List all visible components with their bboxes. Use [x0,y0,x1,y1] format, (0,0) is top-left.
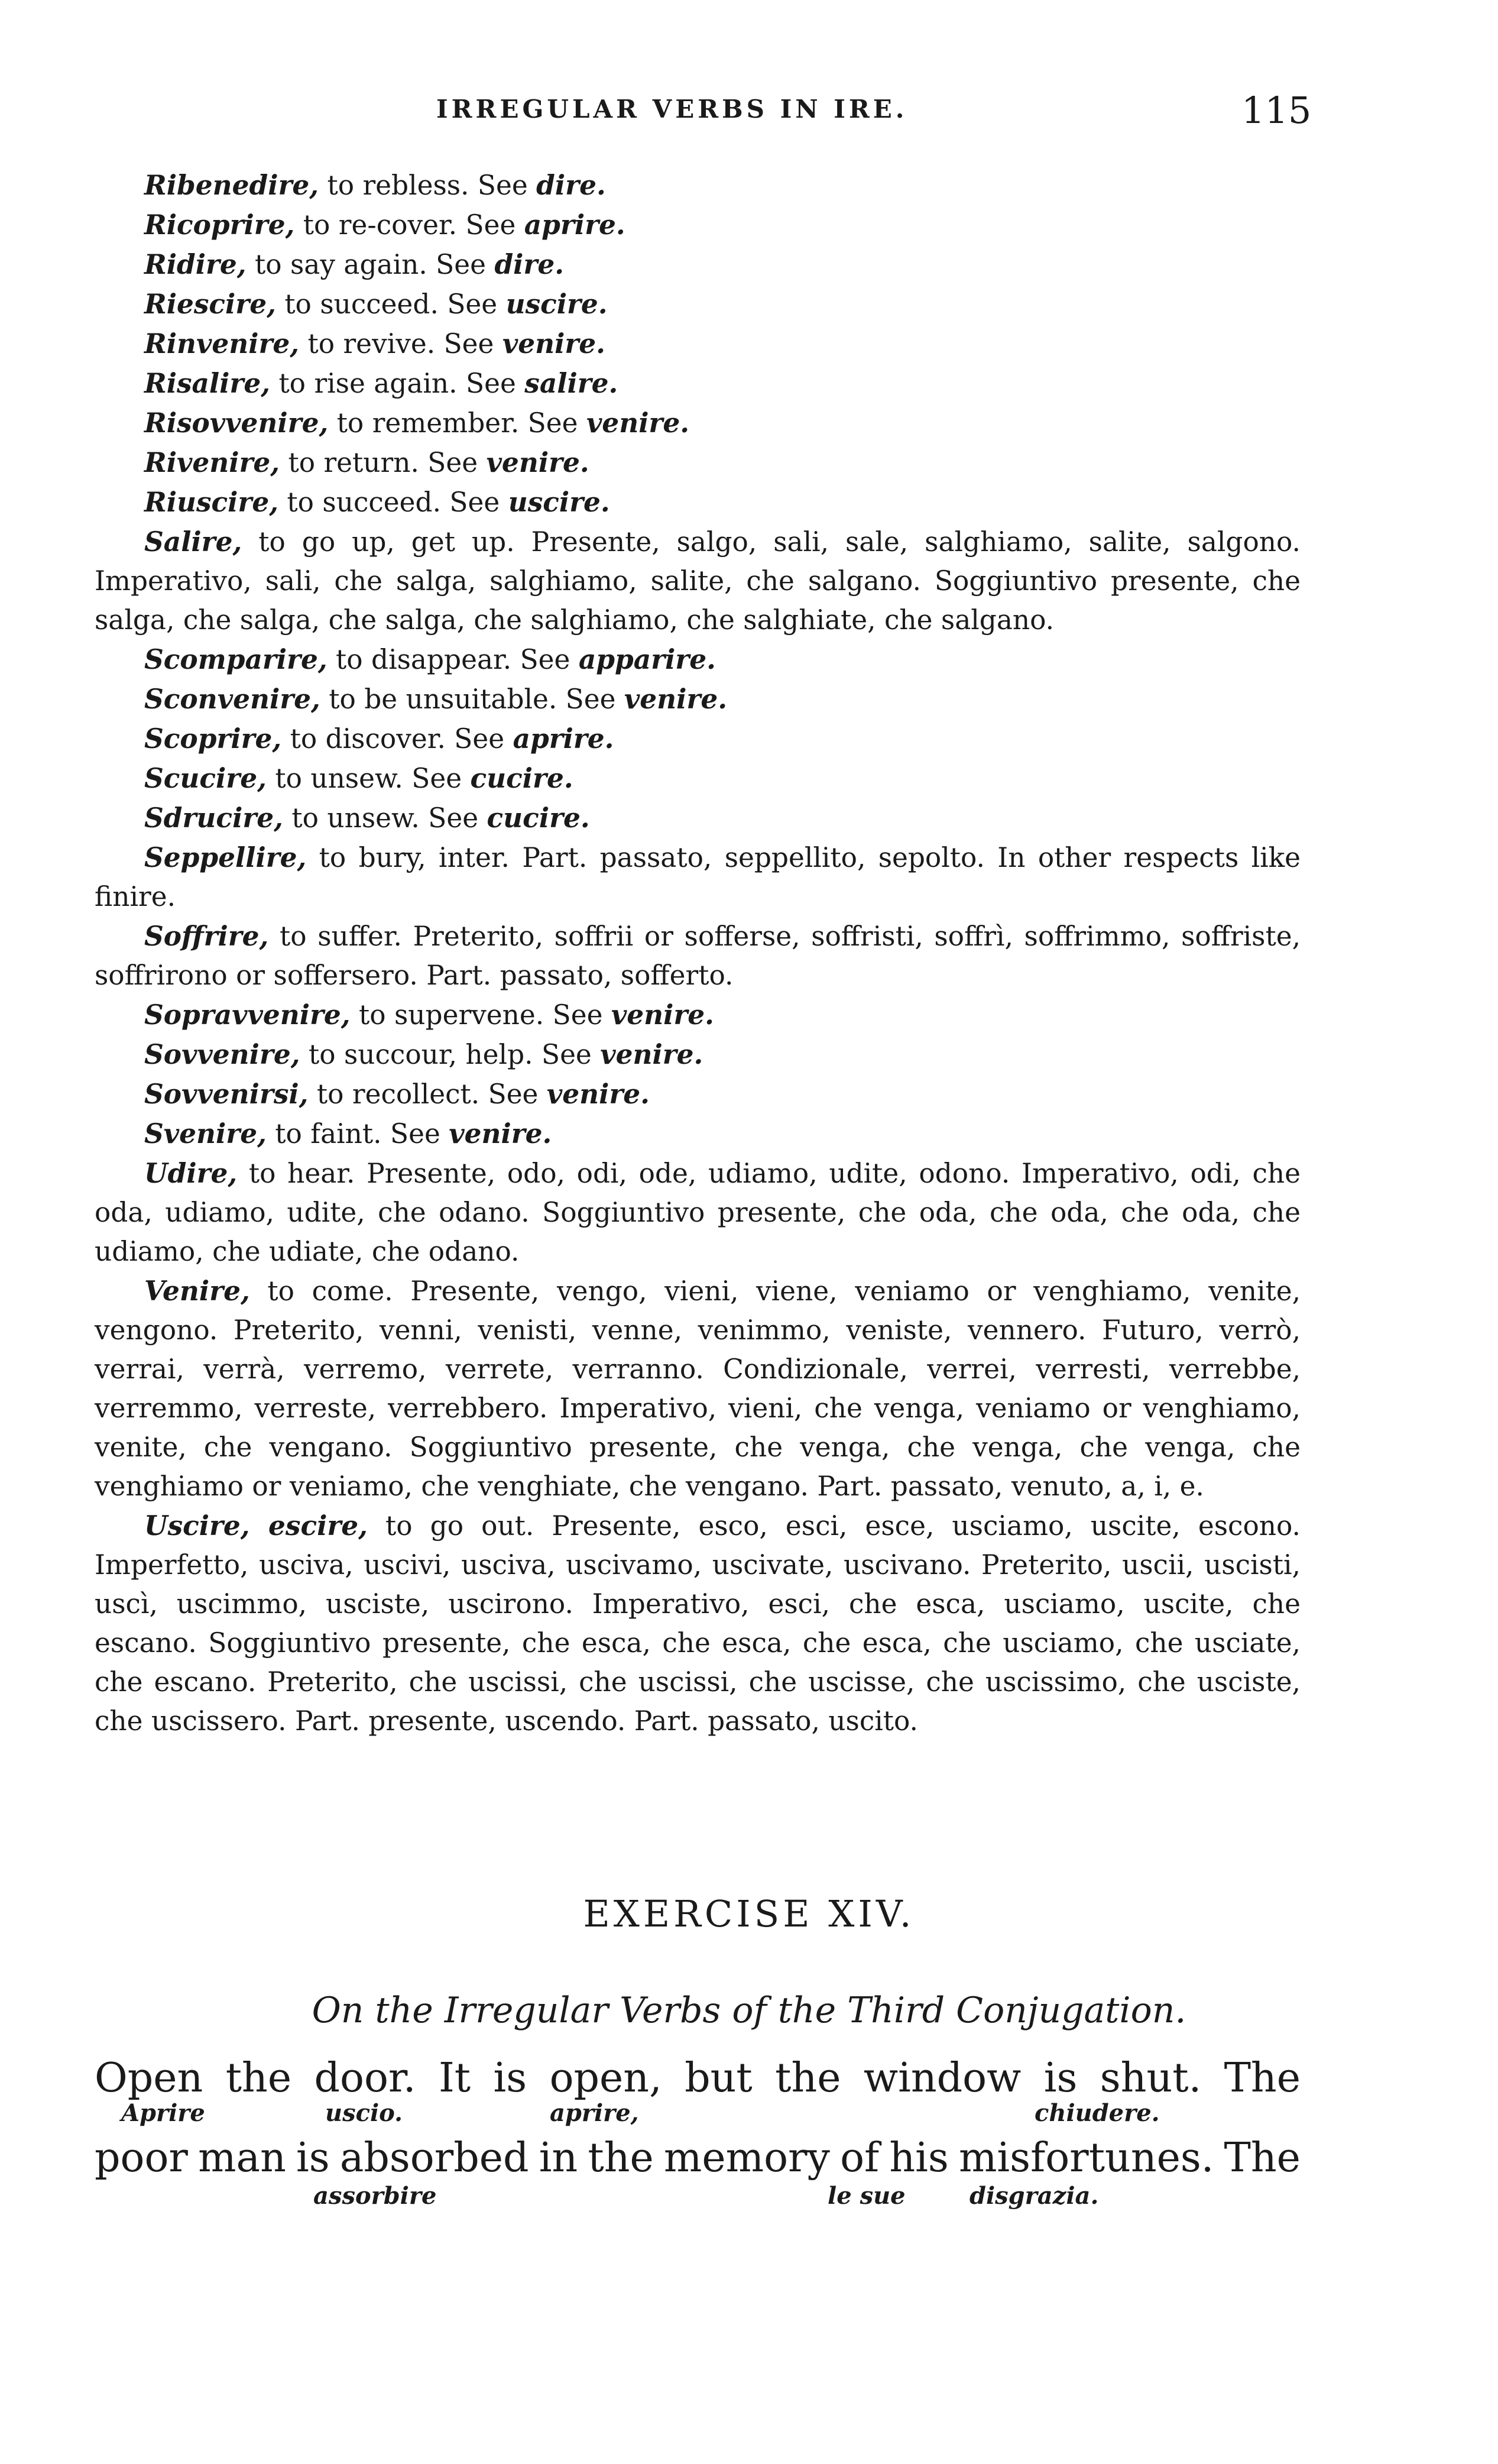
gloss-aprire-2: aprire, [550,2099,639,2127]
entry-verb: Sovvenirsi, [144,1078,309,1110]
gloss-le-sue: le sue [828,2182,906,2210]
entry-scomparire [95,640,1301,679]
entry-text: to revive. See [299,328,502,360]
entry-reference: uscire. [505,288,608,320]
entry-risalire [95,364,1301,403]
entry-reference: dire. [494,248,565,280]
entry-reference: aprire. [513,723,614,755]
entry-verb: Seppellire, [144,841,307,873]
entry-text: to be unsuitable. See [320,684,624,715]
page-header [0,89,1498,142]
entry-conjugation: Presente, vengo, vieni, viene, veniamo or venghiamo, venite, vengono. Preterito, venni, venisti, venne, venimmo, veniste, vennero. Futuro, verrò, verrai, verrà, verremo, verrete, verranno. Condizionale, verrei, verresti, verrebbe, verremmo, verreste, verrebbero. Imperativo, vieni, che venga, veniamo or venghiamo, venite, che vengano. Soggiuntivo presente, che venga, che venga, che venga, che venghiamo or veniamo, che venghiate, che vengano. Part. passato, venuto, a, i, e. [95,1275,1301,1502]
exercise-title: EXERCISE XIV. [583,1892,915,1935]
entry-text: to hear. [237,1158,367,1189]
entry-text: to rebless. See [319,170,537,201]
entry-verb: Salire, [144,526,242,558]
entry-reference: venire. [546,1078,650,1110]
entry-text: to supervene. See [350,999,611,1031]
exercise-subtitle: On the Irregular Verbs of the Third Conjugation. [312,1990,1186,2031]
entry-rivenire [95,443,1301,483]
entry-seppellire [95,838,1301,917]
entry-sopravvenire [95,995,1301,1035]
entry-svenire [95,1114,1301,1154]
entry-text: to succeed. See [275,289,506,320]
entry-sovvenirsi [95,1074,1301,1114]
word: in [539,2135,578,2181]
entry-verb: Sopravvenire, [144,999,351,1031]
entry-text: to remember. See [328,407,586,439]
word: door. [314,2055,416,2102]
entry-verb: Uscire, escire, [144,1510,368,1542]
entry-reference: venire. [624,683,728,715]
entry-verb: Ricoprire, [144,209,295,241]
entry-conjugation: Presente, salgo, sali, sale, salghiamo, salite, salgono. Imperativo, sali, che salga, salghiamo, salite, che salgano. Soggiuntivo presente, che salga, che salga, che salga, che salghiamo, che salghiate, che salgano. [95,526,1301,636]
entry-reference: aprire. [524,209,625,241]
word: his [889,2135,949,2181]
entry-conjugation: Part. passato, seppellito, sepolto. In other respects like finire. [95,842,1301,912]
word: the [588,2135,654,2181]
gloss-assorbire: assorbire [313,2182,437,2210]
entry-text: to unsew. See [283,802,487,834]
gloss-disgrazia: disgrazia. [970,2182,1099,2210]
translation-line-1 [95,2055,1301,2102]
entry-text: to disappear. See [327,644,579,675]
word: memory [663,2135,830,2181]
entry-verb: Sovvenire, [144,1038,300,1070]
word: the [775,2055,841,2102]
entry-reference: venire. [502,328,605,360]
gloss-aprire: Aprire [121,2099,205,2127]
word: is [493,2055,527,2102]
entry-verb: Scucire, [144,762,267,794]
verb-list [95,166,1301,1741]
entry-text: to come. [249,1275,411,1307]
entry-verb: Ribenedire, [144,169,319,201]
gloss-uscio: uscio. [325,2099,403,2127]
entry-rinvenire [95,324,1301,364]
entry-text: to bury, inter. [306,842,523,873]
entry-conjugation: Preterito, soffrii or sofferse, soffristi, soffrì, soffrimmo, soffriste, soffrirono or soffersero. Part. passato, sofferto. [95,921,1301,991]
entry-verb: Riuscire, [144,486,278,518]
entry-text: to re-cover. See [294,209,524,241]
word: window [863,2055,1022,2102]
entry-reference: venire. [611,999,714,1031]
entry-text: to unsew. See [266,763,471,794]
entry-verb: Rinvenire, [144,328,300,360]
gloss-chiudere: chiudere. [1035,2099,1160,2127]
entry-text: to succeed. See [278,487,508,518]
entry-reference: venire. [586,407,690,439]
running-title: IRREGULAR VERBS IN IRE. [436,95,908,124]
word: man [198,2135,286,2181]
entry-reference: venire. [486,446,589,478]
word: The [1224,2055,1301,2102]
entry-ribenedire [95,166,1301,205]
entry-text: to discover. See [281,723,513,755]
entry-reference: dire. [536,169,606,201]
translation-line-2 [95,2135,1301,2181]
entry-verb: Soffrire, [144,920,269,952]
word: is [296,2135,330,2181]
entry-verb: Svenire, [144,1118,267,1150]
entry-scoprire [95,719,1301,759]
entry-verb: Ridire, [144,248,247,280]
word: shut. [1100,2055,1202,2102]
word: open, [549,2055,662,2102]
entry-text: to rise again. See [270,368,525,399]
word: the [225,2055,292,2102]
entry-udire [95,1154,1301,1271]
entry-text: to go up, get up. [242,526,531,558]
entry-sdrucire [95,798,1301,838]
entry-text: to suffer. [268,921,413,952]
word: misfortunes. [958,2135,1214,2181]
entry-verb: Scomparire, [144,643,328,675]
entry-reference: venire. [449,1118,552,1150]
entry-text: to go out. [367,1510,552,1542]
word: The [1224,2135,1301,2181]
entry-verb: Venire, [144,1275,250,1307]
entry-verb: Scoprire, [144,723,282,755]
word: It [438,2055,471,2102]
word: poor [95,2135,188,2181]
entry-verb: Udire, [144,1157,238,1189]
entry-text: to say again. See [246,249,495,280]
entry-riescire [95,284,1301,324]
entry-reference: salire. [524,367,618,399]
entry-verb: Rivenire, [144,446,280,478]
entry-sconvenire [95,679,1301,719]
word: but [685,2055,753,2102]
entry-scucire [95,759,1301,798]
entry-ricoprire [95,205,1301,245]
entry-reference: cucire. [487,802,590,834]
entry-reference: uscire. [508,486,610,518]
entry-verb: Risalire, [144,367,271,399]
entry-verb: Riescire, [144,288,276,320]
entry-conjugation: Presente, esco, esci, esce, usciamo, uscite, escono. Imperfetto, usciva, uscivi, usciva, uscivamo, uscivate, uscivano. Preterito, uscii, uscisti, uscì, uscimmo, usciste, uscirono. Imperativo, esci, che esca, usciamo, uscite, che escano. Soggiuntivo presente, che esca, che esca, che esca, che usciamo, che usciate, che escano. Preterito, che uscissi, che uscissi, che uscisse, che uscissimo, che usciste, che uscissero. Part. presente, uscendo. Part. passato, uscito. [95,1510,1301,1737]
entry-uscire [95,1506,1301,1741]
word: Open [95,2055,203,2102]
entry-conjugation: Presente, odo, odi, ode, udiamo, udite, odono. Imperativo, odi, che oda, udiamo, udite, che odano. Soggiuntivo presente, che oda, che oda, che oda, che udiamo, che udiate, che odano. [95,1158,1301,1267]
entry-risovvenire [95,403,1301,443]
entry-text: to faint. See [266,1118,449,1150]
word: is [1043,2055,1078,2102]
entry-text: to succour, help. See [300,1039,601,1070]
entry-text: to return. See [280,447,487,478]
entry-verb: Sconvenire, [144,683,320,715]
entry-ridire [95,245,1301,284]
entry-reference: venire. [600,1038,703,1070]
entry-soffrire [95,917,1301,995]
entry-sovvenire [95,1035,1301,1074]
entry-verb: Sdrucire, [144,802,283,834]
entry-reference: cucire. [470,762,573,794]
entry-salire [95,522,1301,640]
entry-riuscire [95,483,1301,522]
word: of [840,2135,880,2181]
word: absorbed [339,2135,529,2181]
entry-reference: apparire. [578,643,716,675]
page-number: 115 [1241,89,1312,132]
entry-venire [95,1271,1301,1506]
entry-text: to recollect. See [308,1079,547,1110]
entry-verb: Risovvenire, [144,407,329,439]
